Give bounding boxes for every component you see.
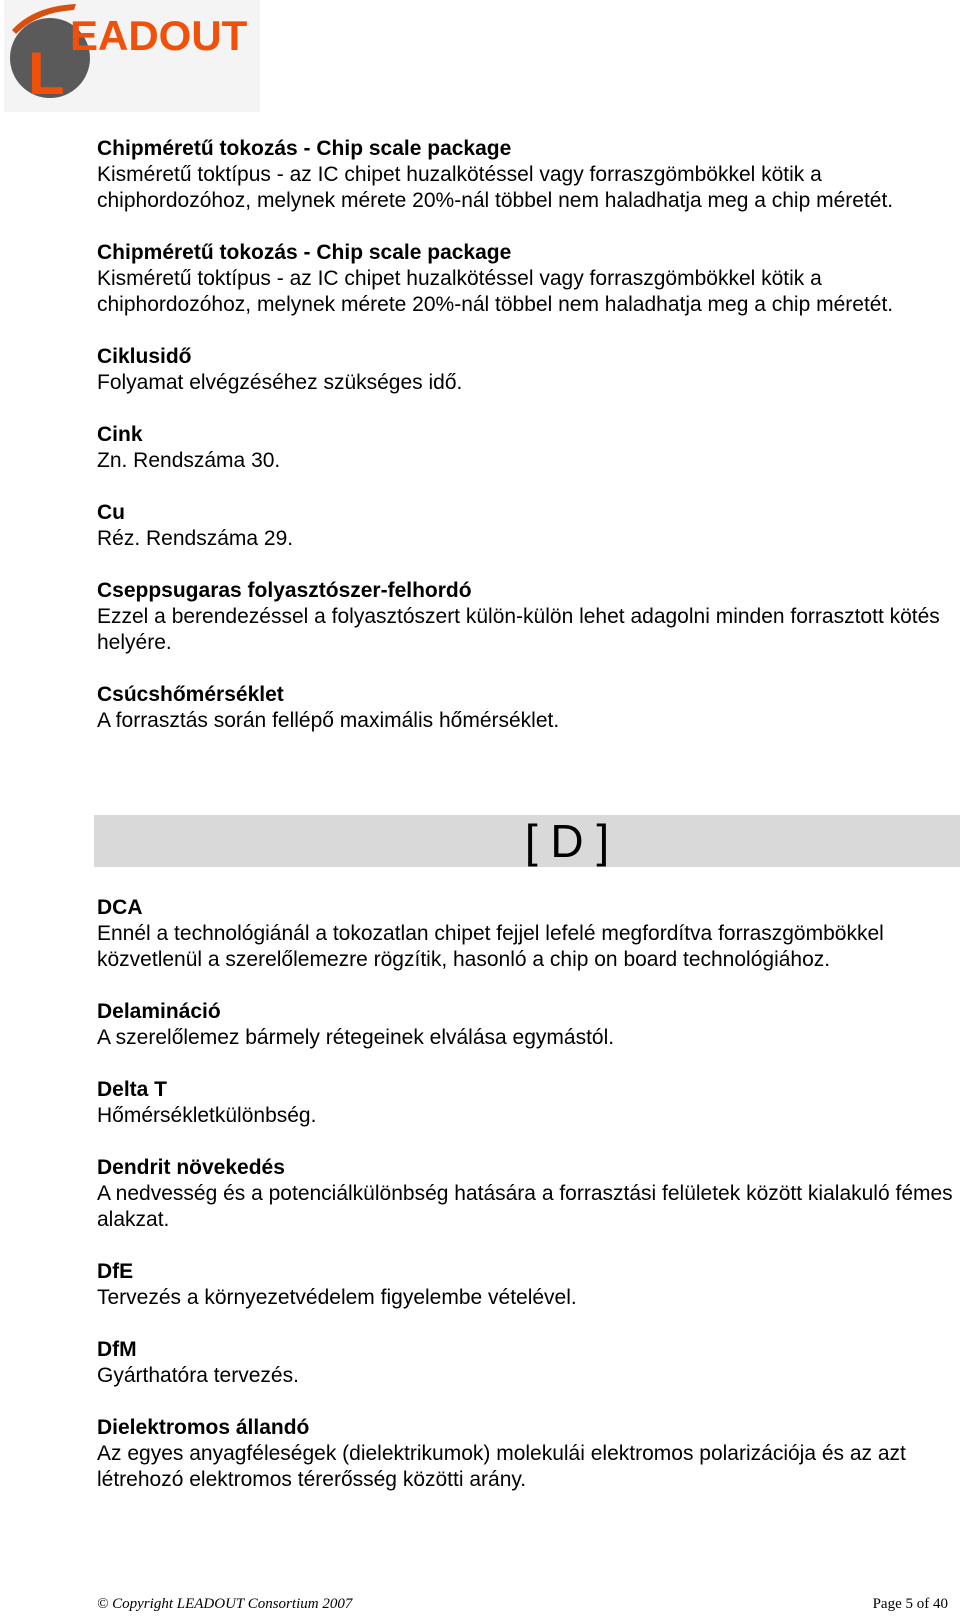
footer-page-number: Page 5 of 40: [872, 1596, 948, 1612]
glossary-term: Cu: [97, 501, 125, 524]
glossary-term: Cink: [97, 423, 143, 446]
glossary-term: Delta T: [97, 1078, 168, 1101]
glossary-term: DCA: [97, 896, 143, 919]
glossary-definition: Tervezés a környezetvédelem figyelembe vételével.: [97, 1286, 577, 1309]
glossary-definition: A szerelőlemez bármely rétegeinek elválása egymástól.: [97, 1026, 615, 1049]
logo-graphic: [4, 0, 260, 112]
glossary-definition: Hőmérsékletkülönbség.: [97, 1104, 317, 1127]
glossary-term: Cseppsugaras folyasztószer-felhordó: [97, 579, 472, 602]
footer-copyright: © Copyright LEADOUT Consortium 2007: [97, 1596, 353, 1612]
glossary-term: Dendrit növekedés: [97, 1156, 285, 1179]
logo-letter: L: [28, 40, 65, 107]
glossary-term: DfE: [97, 1260, 134, 1283]
glossary-definition: Zn. Rendszáma 30.: [97, 449, 281, 472]
glossary-entry: [97, 1259, 957, 1311]
glossary-entry: [97, 136, 957, 214]
glossary-term: Csúcshőmérséklet: [97, 683, 284, 706]
leadout-logo: [4, 0, 260, 112]
glossary-entry: [97, 500, 957, 552]
glossary-entry: [97, 240, 957, 318]
logo-text: EADOUT: [70, 12, 248, 59]
glossary-term: Delamináció: [97, 1000, 221, 1023]
glossary-bottom: [97, 895, 957, 1519]
glossary-entry: [97, 999, 957, 1051]
glossary-definition: Kisméretű toktípus - az IC chipet huzalkötéssel vagy forraszgömbökkel kötik a chiphordozóhoz, melynek mérete 20%-nál többel nem haladhatja meg a chip méretét.: [97, 267, 894, 316]
glossary-term: Dielektromos állandó: [97, 1416, 310, 1439]
glossary-top: [97, 136, 957, 760]
glossary-definition: Ennél a technológiánál a tokozatlan chipet fejjel lefelé megfordítva forraszgömbökkel közvetlenül a szerelőlemezre rögzítik, hasonló a chip on board technológiához.: [97, 922, 884, 971]
glossary-entry: [97, 1415, 957, 1493]
glossary-term: Chipméretű tokozás - Chip scale package: [97, 137, 512, 160]
glossary-entry: [97, 1337, 957, 1389]
glossary-definition: Ezzel a berendezéssel a folyasztószert külön-külön lehet adagolni minden forrasztott kötés helyére.: [97, 605, 940, 654]
glossary-definition: Folyamat elvégzéséhez szükséges idő.: [97, 371, 463, 394]
glossary-entry: [97, 895, 957, 973]
glossary-entry: [97, 1155, 957, 1233]
glossary-term: Chipméretű tokozás - Chip scale package: [97, 241, 512, 264]
glossary-entry: [97, 1077, 957, 1129]
glossary-term: DfM: [97, 1338, 137, 1361]
glossary-definition: Réz. Rendszáma 29.: [97, 527, 294, 550]
glossary-entry: [97, 578, 957, 656]
glossary-entry: [97, 422, 957, 474]
section-header-d: [94, 815, 960, 867]
glossary-definition: A nedvesség és a potenciálkülönbség hatására a forrasztási felületek között kialakuló fémes alakzat.: [97, 1182, 953, 1231]
glossary-term: Ciklusidő: [97, 345, 192, 368]
section-letter: [ D ]: [524, 815, 610, 867]
glossary-entry: [97, 344, 957, 396]
glossary-definition: Kisméretű toktípus - az IC chipet huzalkötéssel vagy forraszgömbökkel kötik a chiphordozóhoz, melynek mérete 20%-nál többel nem haladhatja meg a chip méretét.: [97, 163, 894, 212]
glossary-definition: Gyárthatóra tervezés.: [97, 1364, 299, 1387]
glossary-definition: A forrasztás során fellépő maximális hőmérséklet.: [97, 709, 560, 732]
glossary-definition: Az egyes anyagféleségek (dielektrikumok) molekulái elektromos polarizációja és az azt létrehozó elektromos térerősség közötti arány.: [97, 1442, 906, 1491]
glossary-entry: [97, 682, 957, 734]
